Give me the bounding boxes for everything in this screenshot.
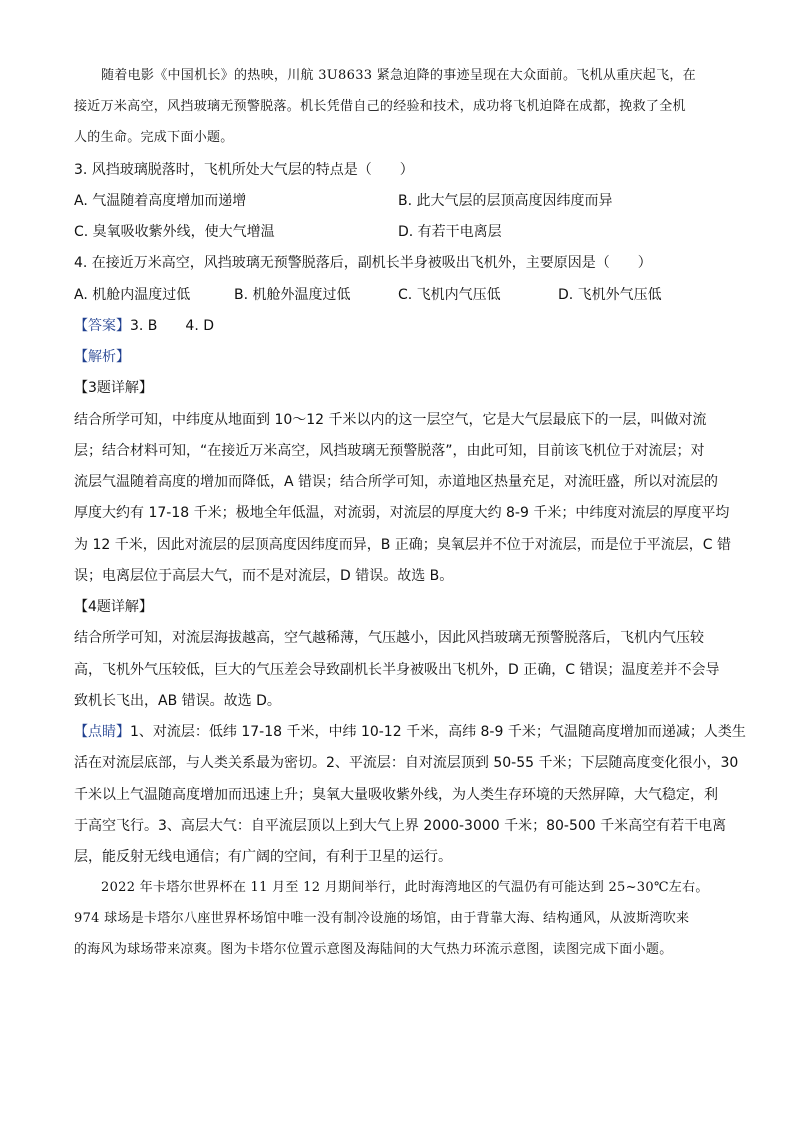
question-4-option-c: C. 飞机内气压低	[398, 287, 501, 303]
detail-3-line-1: 结合所学可知，中纬度从地面到 10～12 千米以内的这一层空气，它是大气层最底下的一层，叫做对流	[74, 412, 707, 428]
question-4-option-d: D. 飞机外气压低	[558, 287, 662, 303]
question-3-stem: 3. 风挡玻璃脱落时，飞机所处大气层的特点是（ ）	[74, 162, 414, 178]
passage1-line-2: 接近万米高空，风挡玻璃无预警脱落。机长凭借自己的经验和技术，成功将飞机迫降在成都，挽救了全机	[74, 99, 686, 114]
passage2-line-2: 974 球场是卡塔尔八座世界杯场馆中唯一没有制冷设施的场馆，由于背靠大海、结构通风，从波斯湾吹来	[74, 911, 690, 926]
detail-3-line-6: 误；电离层位于高层大气，而不是对流层，D 错误。故选 B。	[74, 568, 454, 584]
question-4-stem: 4. 在接近万米高空，风挡玻璃无预警脱落后，副机长半身被吸出飞机外，主要原因是（ ）	[74, 255, 652, 271]
tips-line-4: 于高空飞行。3、高层大气：自平流层顶以上到大气上界 2000-3000 千米；80-500 千米高空有若干电离	[74, 818, 727, 834]
question-3-option-b: B. 此大气层的层顶高度因纬度而异	[398, 193, 613, 209]
question-3-option-d: D. 有若干电离层	[398, 224, 502, 240]
analysis-tag: 【解析】	[74, 349, 130, 365]
tips-line-3: 千米以上气温随高度增加而迅速上升；臭氧大量吸收紫外线，为人类生存环境的天然屏障，大气稳定，利	[74, 787, 718, 803]
passage1-line-3: 人的生命。完成下面小题。	[74, 130, 234, 145]
question-3-option-a: A. 气温随着高度增加而递增	[74, 193, 247, 209]
detail-4-line-2: 高，飞机外气压较低，巨大的气压差会导致副机长半身被吸出飞机外，D 正确，C 错误；温度差并不会导	[74, 662, 720, 678]
tips-tag: 【点睛】	[74, 724, 130, 740]
answer-tag: 【答案】	[74, 318, 130, 334]
tips-line-2: 活在对流层底部，与人类关系最为密切。2、平流层：自对流层顶到 50-55 千米；下层随高度变化很小，30	[74, 755, 739, 771]
question-4-option-a: A. 机舱内温度过低	[74, 287, 191, 303]
answer-row	[74, 316, 214, 336]
detail-3-line-2: 层；结合材料可知，“在接近万米高空，风挡玻璃无预警脱落”，由此可知，目前该飞机位于对流层；对	[74, 443, 705, 459]
detail-4-tag: 【4题详解】	[74, 599, 153, 615]
detail-3-tag: 【3题详解】	[74, 380, 153, 396]
detail-4-line-1: 结合所学可知，对流层海拔越高，空气越稀薄，气压越小，因此风挡玻璃无预警脱落后，飞机内气压较	[74, 630, 704, 646]
tips-text-1: 1、对流层：低纬 17-18 千米，中纬 10-12 千米，高纬 8-9 千米；气温随高度增加而递减；人类生	[130, 724, 746, 740]
detail-4-line-3: 致机长飞出，AB 错误。故选 D。	[74, 693, 281, 709]
question-3-option-c: C. 臭氧吸收紫外线，使大气增温	[74, 224, 275, 240]
answer-text: 3. B 4. D	[130, 318, 214, 334]
tips-line-1	[74, 722, 746, 742]
passage1-line-1: 随着电影《中国机长》的热映，川航 3U8633 紧急迫降的事迹呈现在大众面前。飞机从重庆起飞，在	[101, 68, 696, 83]
detail-3-line-3: 流层气温随着高度的增加而降低，A 错误；结合所学可知，赤道地区热量充足，对流旺盛，所以对流层的	[74, 474, 719, 490]
detail-3-line-5: 为 12 千米，因此对流层的层顶高度因纬度而异，B 正确；臭氧层并不位于对流层，而是位于平流层，C 错	[74, 537, 731, 553]
passage2-line-3: 的海风为球场带来凉爽。图为卡塔尔位置示意图及海陆间的大气热力环流示意图，读图完成下面小题。	[74, 942, 673, 957]
passage2-line-1: 2022 年卡塔尔世界杯在 11 月至 12 月期间举行，此时海湾地区的气温仍有可能达到 25~30℃左右。	[101, 880, 709, 895]
detail-3-line-4: 厚度大约有 17-18 千米；极地全年低温，对流弱，对流层的厚度大约 8-9 千米；中纬度对流层的厚度平均	[74, 505, 730, 521]
tips-line-5: 层，能反射无线电通信；有广阔的空间，有利于卫星的运行。	[74, 849, 452, 865]
question-4-option-b: B. 机舱外温度过低	[234, 287, 351, 303]
